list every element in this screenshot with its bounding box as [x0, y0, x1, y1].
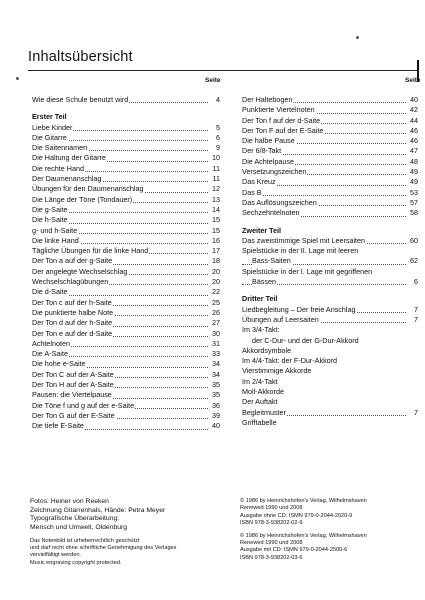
toc-entry-title: Der Ton d auf der h-Saite	[32, 318, 113, 328]
toc-entry-page: 35	[212, 390, 220, 400]
toc-entry-title: g- und h-Saite	[32, 225, 78, 235]
toc-entry	[242, 177, 418, 187]
toc-entry-title: Der Auftakt	[242, 397, 278, 407]
toc-entry-title: Die hohe e-Saite	[32, 359, 86, 369]
toc-entry-title: Die Gitarre	[32, 132, 67, 142]
toc-entry-title: Die rechte Hand	[32, 163, 84, 173]
toc-entry-page: 31	[212, 338, 220, 348]
toc-entry-title: Die Töne f und g auf der e-Saite	[32, 400, 135, 410]
toc-entry-page: 7	[414, 314, 418, 324]
toc-entry-title: Übungen auf Leersaiten	[242, 314, 319, 324]
toc-entry	[242, 105, 418, 115]
toc-entry-page: 57	[410, 197, 418, 207]
copyright-line: Renewed 1990 und 2008	[240, 540, 303, 547]
toc-entry	[32, 390, 220, 400]
credit-line: Typografische Überarbeitung:	[30, 515, 120, 523]
toc-entry-title: Moll-Akkorde	[242, 387, 284, 397]
toc-entry-title: Die Achtelpause	[242, 156, 294, 166]
toc-entry-page: 62	[410, 256, 418, 266]
toc-entry	[32, 349, 220, 359]
copyright-line: ISBN 978-3-938202-03-6	[240, 554, 303, 561]
toc-entry	[242, 236, 418, 246]
toc-entry-title: Der Daumenanschlag	[32, 174, 102, 184]
toc-entry	[242, 167, 418, 177]
toc-entry-title: Liebe Kinder	[32, 122, 73, 132]
toc-entry-title: Der Ton G auf der E-Saite	[32, 410, 115, 420]
toc-entry	[242, 157, 418, 167]
toc-entry	[242, 397, 418, 407]
toc-entry-title: Das Auflösungszeichen	[242, 197, 317, 207]
publisher-info	[240, 498, 367, 567]
toc-entry	[242, 95, 418, 105]
toc-entry-page: 47	[410, 146, 418, 156]
toc-entry-page: 46	[410, 136, 418, 146]
toc-entry	[32, 267, 220, 277]
toc-entry-page: 18	[212, 256, 220, 266]
credit-line: Mensch und Umwelt, Oldenburg	[30, 524, 128, 532]
toc-entry-page: 16	[212, 235, 220, 245]
toc-entry	[242, 408, 418, 418]
toc-entry-page: 60	[410, 235, 418, 245]
toc-entry	[32, 153, 220, 163]
toc-entry	[242, 246, 418, 256]
toc-entry	[32, 256, 220, 266]
toc-entry	[32, 205, 220, 215]
toc-entry-title: Der Ton a auf der g-Saite	[32, 256, 113, 266]
toc-entry-title: Tägliche Übungen für die linke Hand	[32, 246, 149, 256]
toc-entry	[32, 215, 220, 225]
toc-entry-title: Das zweistimmige Spiel mit Leersaiten	[242, 235, 366, 245]
toc-entry	[32, 143, 220, 153]
toc-entry	[242, 267, 418, 277]
toc-entry	[32, 339, 220, 349]
toc-entry-title: Der Haltebogen	[242, 95, 293, 104]
toc-entry-page: 34	[212, 369, 220, 379]
toc-entry-page: 49	[410, 167, 418, 177]
toc-entry-page: 53	[410, 187, 418, 197]
toc-entry-page: 27	[212, 318, 220, 328]
toc-entry	[242, 116, 418, 126]
toc-entry	[32, 195, 220, 205]
toc-entry-title: Bass-Saiten	[252, 256, 291, 266]
toc-entry	[32, 298, 220, 308]
toc-entry-title: Spielstücke in der II. Lage mit leeren	[242, 246, 359, 256]
toc-entry-page: 7	[414, 407, 418, 417]
toc-entry-title: Wie diese Schule benutzt wird	[32, 95, 129, 104]
notice-line: Music engraving copyright protected.	[30, 559, 122, 566]
toc-entry	[242, 315, 418, 325]
toc-entry	[242, 356, 418, 366]
section-heading: Dritter Teil	[242, 294, 278, 304]
toc-entry	[32, 318, 220, 328]
toc-entry-page: 6	[216, 132, 220, 142]
toc-entry-title: Der Ton C auf der A-Saite	[32, 369, 114, 379]
toc-entry	[242, 346, 418, 356]
toc-entry	[32, 123, 220, 133]
toc-entry-title: Die Saitennamen	[32, 143, 88, 153]
scan-speck	[16, 77, 19, 80]
toc-entry-title: Punktierte Viertelnoten	[242, 105, 315, 115]
toc-left-column	[32, 95, 220, 432]
toc-entry-page: 12	[212, 184, 220, 194]
page-title: Inhaltsübersicht	[28, 49, 133, 65]
toc-entry	[32, 164, 220, 174]
toc-entry-title: Achtelnoten	[32, 338, 70, 348]
copyright-line: Renewed 1990 und 2008	[240, 505, 303, 512]
toc-entry-page: 5	[216, 122, 220, 132]
toc-entry-title: Die A-Saite	[32, 349, 68, 359]
toc-entry-title: Die tiefe E-Saite	[32, 421, 84, 431]
toc-right-column	[242, 95, 418, 428]
toc-entry	[32, 95, 220, 105]
toc-entry-title: Pausen: die Viertelpause	[32, 390, 112, 400]
toc-entry-title: Die d-Saite	[32, 287, 68, 297]
toc-entry	[242, 188, 418, 198]
copyright-line: Ausgabe ohne CD: ISMN 979-0-2044-2020-9	[240, 512, 353, 519]
toc-entry-title: Bässen	[252, 277, 276, 287]
toc-entry	[32, 329, 220, 339]
toc-entry-page: 13	[212, 194, 220, 204]
toc-entry	[242, 208, 418, 218]
toc-entry	[32, 246, 220, 256]
toc-entry-page: 33	[212, 349, 220, 359]
toc-entry-title: Spielstücke in der I. Lage mit gegriffenen	[242, 266, 373, 276]
toc-entry-title: Die Länge der Töne (Tondauer)	[32, 194, 133, 204]
copyright-line: ISBN 978-3-938202-02-9	[240, 520, 303, 527]
edition-without-cd	[240, 498, 367, 528]
toc-entry	[242, 418, 418, 428]
copyright-line: © 1986 by Heinrichshofen's Verlag, Wilhelmshaven	[240, 498, 367, 504]
toc-entry	[32, 236, 220, 246]
toc-entry-title: Die Haltung der Gitarre	[32, 153, 106, 163]
toc-entry	[32, 421, 220, 431]
toc-entry	[32, 370, 220, 380]
toc-entry-title: Im 2/4-Takt	[242, 376, 278, 386]
toc-entry-title: Im 3/4-Takt:	[242, 325, 280, 335]
toc-entry-page: 35	[212, 380, 220, 390]
leader-dots	[242, 195, 406, 196]
toc-entry-title: Die g-Saite	[32, 204, 68, 214]
toc-entry-title: Grifftabelle	[242, 417, 277, 427]
toc-entry-page: 6	[414, 277, 418, 287]
toc-entry-page: 20	[212, 277, 220, 287]
toc-entry-page: 42	[410, 105, 418, 115]
toc-entry	[242, 377, 418, 387]
toc-entry-page: 20	[212, 266, 220, 276]
toc-entry-page: 15	[212, 215, 220, 225]
copyright-line: Ausgabe mit CD: ISMN 979-0-2044-2500-6	[240, 547, 348, 554]
toc-entry	[32, 380, 220, 390]
toc-entry-title: Die punktierte halbe Note	[32, 307, 114, 317]
credit-line: Zeichnung Gitarrenhals, Hände: Petra Meyer	[30, 506, 166, 514]
toc-entry-page: 22	[212, 287, 220, 297]
edition-with-cd	[240, 533, 367, 563]
toc-entry	[242, 366, 418, 376]
toc-entry-page: 40	[212, 421, 220, 431]
toc-entry	[32, 308, 220, 318]
toc-entry-title: Der Ton H auf der A-Saite	[32, 380, 114, 390]
toc-entry	[32, 184, 220, 194]
toc-entry-title: Die linke Hand	[32, 235, 79, 245]
toc-entry	[32, 401, 220, 411]
toc-entry-page: 10	[212, 153, 220, 163]
toc-entry-page: 11	[212, 174, 220, 184]
toc-entry-page: 44	[410, 115, 418, 125]
toc-entry-page: 9	[216, 143, 220, 153]
toc-entry-page: 26	[212, 307, 220, 317]
toc-entry-title: der C-Dur- und der G-Dur-Akkord	[252, 335, 359, 345]
toc-entry	[32, 133, 220, 143]
toc-entry-title: Sechzehntelnoten	[242, 208, 300, 218]
toc-entry-title: Der 6/8-Takt	[242, 146, 282, 156]
left-page-header: Seite	[205, 77, 221, 84]
toc-entry-title: Der Ton e auf der d-Saite	[32, 328, 113, 338]
toc-entry-title: Der Ton c auf der h-Saite	[32, 297, 112, 307]
toc-entry-page: 48	[410, 156, 418, 166]
toc-entry	[32, 287, 220, 297]
toc-entry-title: Begleitmuster	[242, 407, 286, 417]
toc-entry-title: Der angelegte Wechselschlag	[32, 266, 128, 276]
toc-entry-page: 46	[410, 125, 418, 135]
scan-speck	[356, 36, 359, 39]
toc-entry	[32, 226, 220, 236]
toc-entry-page: 11	[212, 163, 220, 173]
toc-entry-title: Vierstimmige Akkorde	[242, 366, 312, 376]
title-rule	[28, 70, 418, 71]
toc-entry-title: Versetzungszeichen	[242, 167, 307, 177]
toc-entry	[242, 325, 418, 335]
copyright-notice	[30, 538, 176, 567]
toc-entry-page: 14	[212, 204, 220, 214]
toc-entry-page: 34	[212, 359, 220, 369]
toc-entry	[242, 277, 418, 287]
notice-line: und darf nicht ohne schriftliche Genehmigung des Verlages	[30, 545, 177, 552]
toc-entry-title: Das B	[242, 187, 262, 197]
toc-entry	[32, 277, 220, 287]
section-heading: Erster Teil	[32, 112, 67, 122]
toc-entry	[242, 336, 418, 346]
toc-entry-page: 39	[212, 410, 220, 420]
toc-entry	[242, 198, 418, 208]
toc-entry	[32, 359, 220, 369]
toc-entry-page: 25	[212, 297, 220, 307]
notice-line: vervielfältigt werden.	[30, 552, 81, 559]
toc-entry-title: Das Kreuz	[242, 177, 276, 187]
toc-entry-title: Der Ton F auf der E-Saite	[242, 125, 324, 135]
notice-line: Das Notenbild ist urheberrechtlich geschützt	[30, 538, 140, 544]
toc-entry-title: Der Ton f auf der d-Saite	[242, 115, 321, 125]
toc-entry-page: 36	[212, 400, 220, 410]
toc-entry	[242, 136, 418, 146]
toc-entry-title: Im 4/4-Takt: der F-Dur-Akkord	[242, 356, 338, 366]
toc-entry	[242, 126, 418, 136]
toc-entry-title: Die h-Saite	[32, 215, 68, 225]
toc-entry-page: 30	[212, 328, 220, 338]
section-heading: Zweiter Teil	[242, 225, 282, 235]
toc-entry	[242, 387, 418, 397]
toc-entry-page: 7	[414, 304, 418, 314]
toc-entry	[32, 411, 220, 421]
credit-line: Fotos: Heiner von Reeken	[30, 498, 109, 505]
toc-entry	[242, 305, 418, 315]
credits	[30, 498, 165, 533]
toc-entry	[242, 146, 418, 156]
toc-entry-page: 49	[410, 177, 418, 187]
toc-entry	[242, 256, 418, 266]
toc-entry-title: Die halbe Pause	[242, 136, 295, 146]
toc-entry-title: Übungen für den Daumenanschlag	[32, 184, 144, 194]
toc-entry-page: 4	[216, 95, 220, 104]
toc-entry-title: Akkordsymbole	[242, 345, 292, 355]
copyright-line: © 1986 by Heinrichshofen's Verlag, Wilhelmshaven	[240, 532, 367, 539]
toc-entry-title: Wechselschlagübungen	[32, 277, 109, 287]
toc-entry	[32, 174, 220, 184]
toc-entry-title: Liedbegleitung – Der freie Anschlag	[242, 304, 356, 314]
toc-entry-page: 58	[410, 208, 418, 218]
toc-entry-page: 40	[410, 95, 418, 104]
toc-entry-page: 17	[212, 246, 220, 256]
toc-entry-page: 15	[212, 225, 220, 235]
right-page-header: Seite	[405, 77, 421, 84]
